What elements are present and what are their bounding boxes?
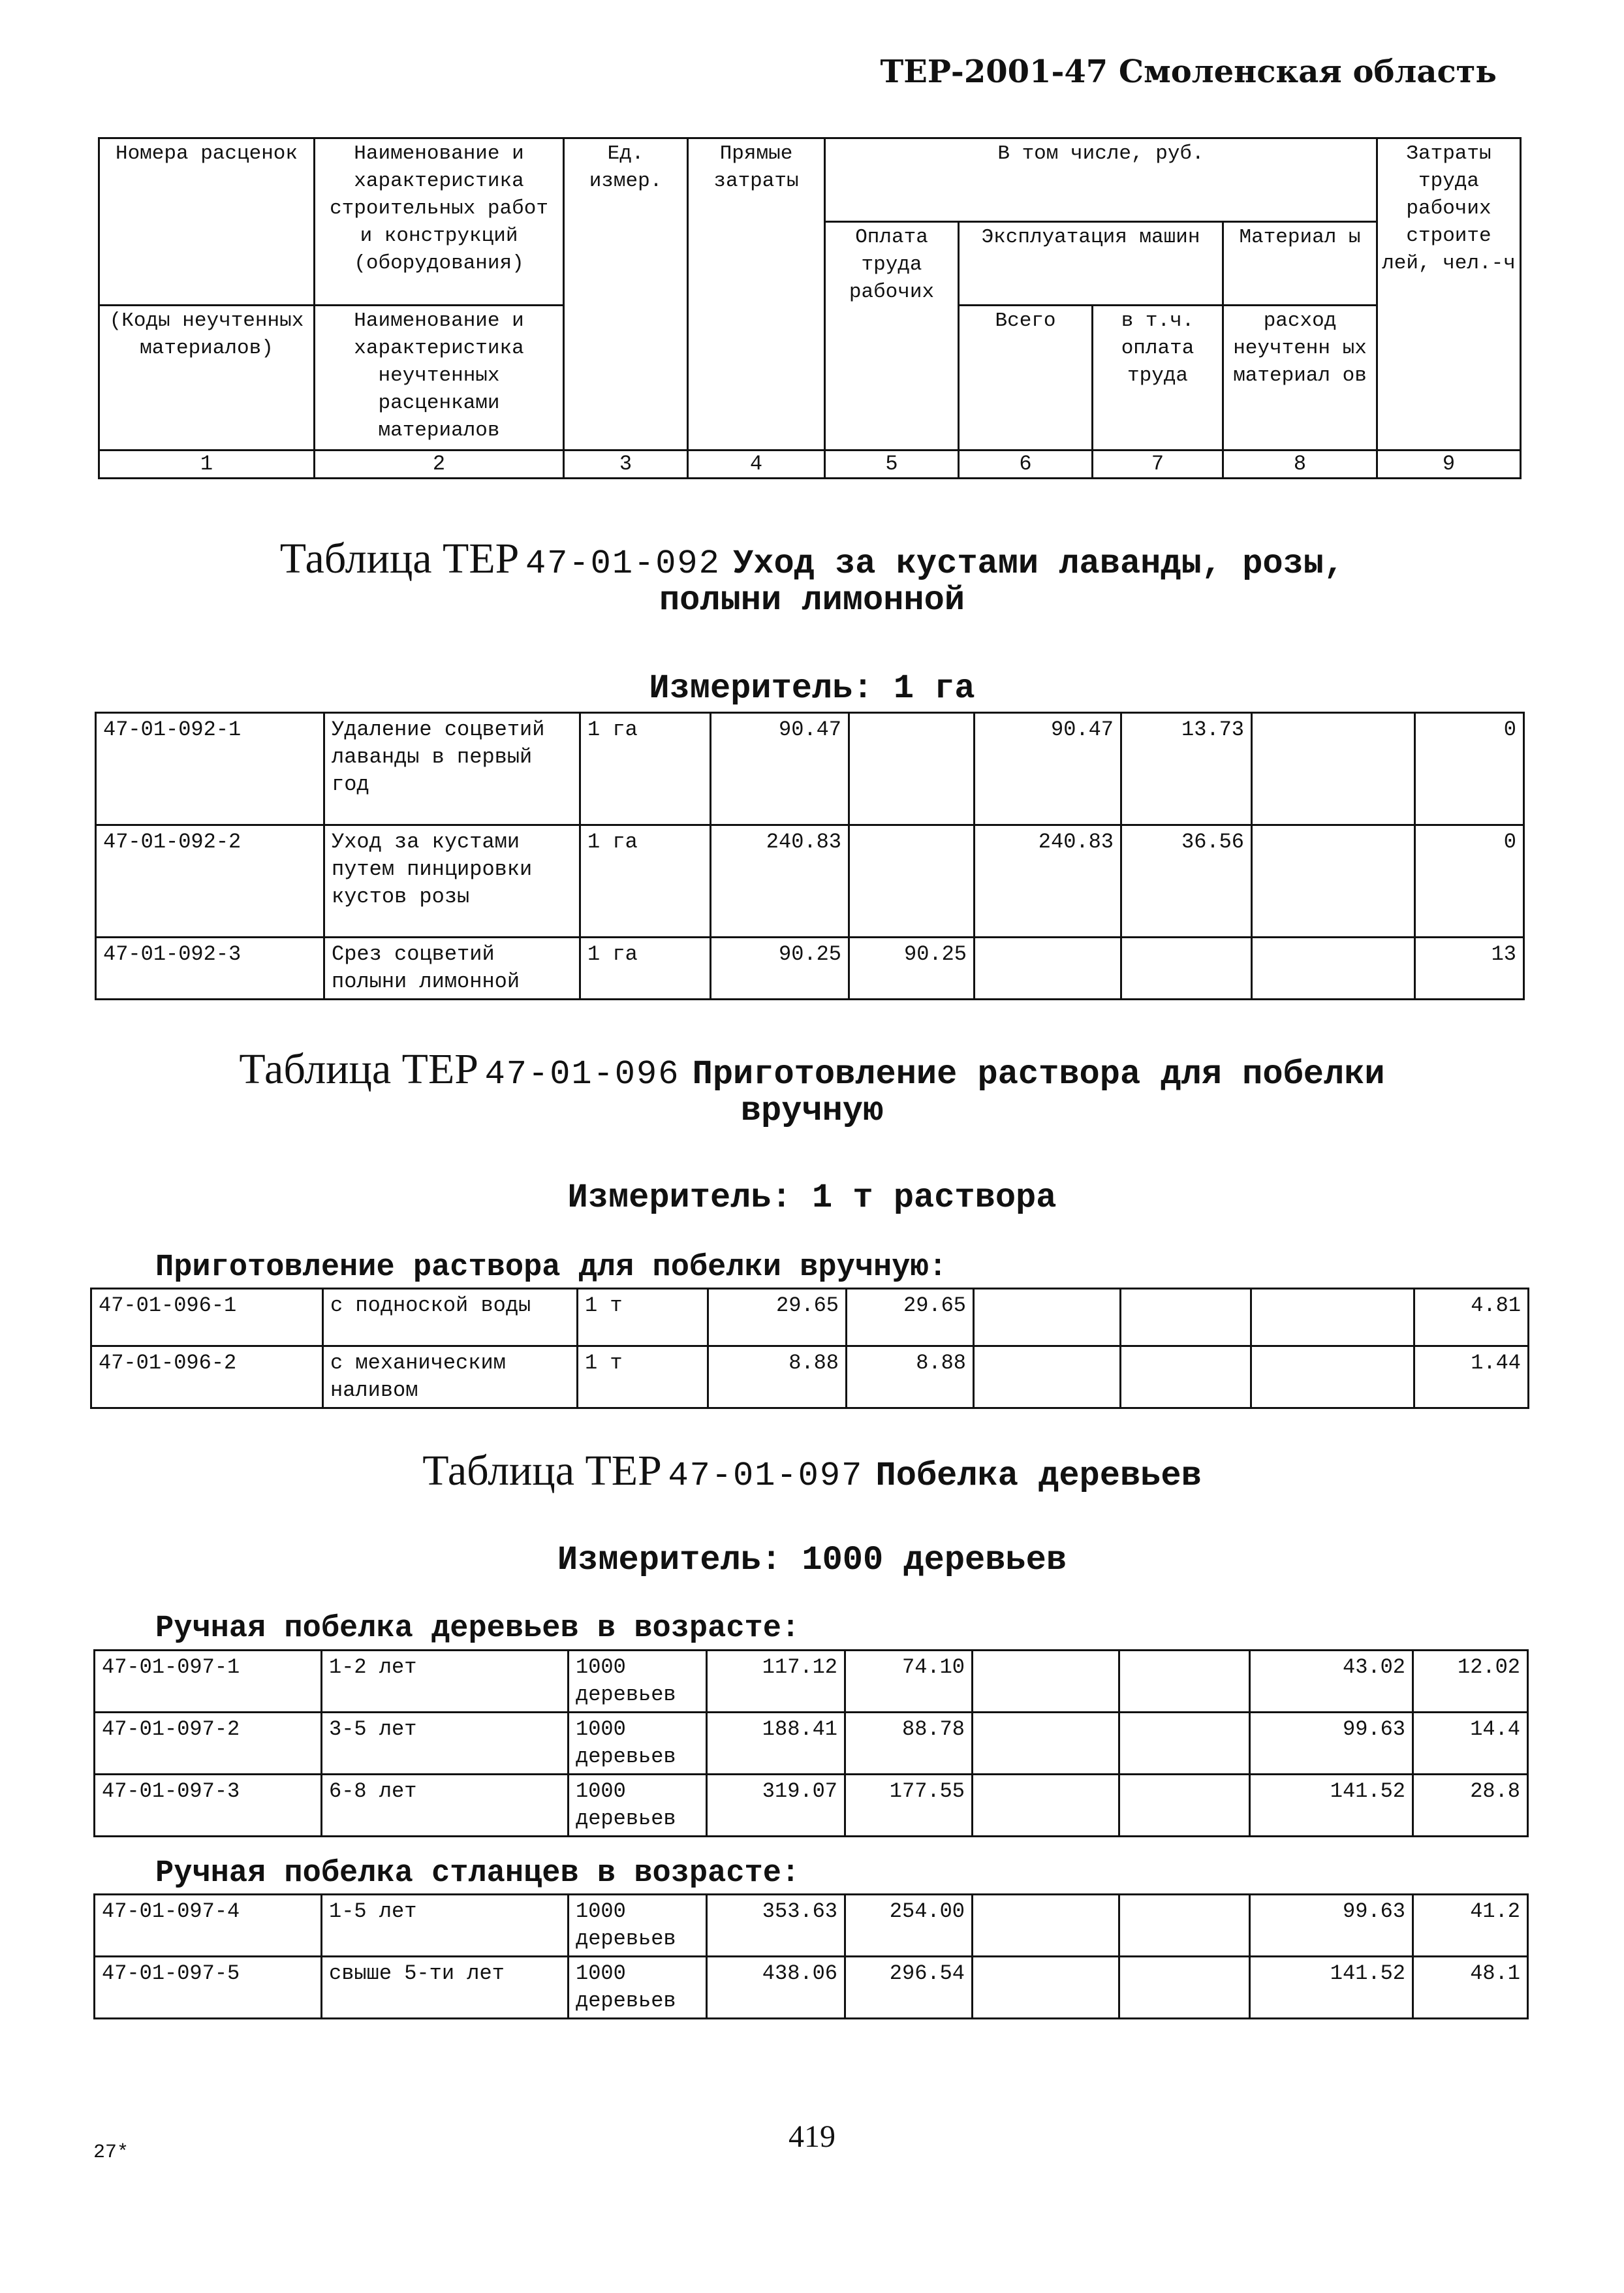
direct-cost: 240.83 [711, 825, 849, 938]
machine-labor [1121, 1346, 1251, 1408]
labor-hours: 13 [1415, 938, 1524, 1000]
machine-cost: 90.47 [975, 713, 1121, 825]
work-name: 1-5 лет [322, 1895, 569, 1957]
hdr-material-codes: (Коды неучтенных материалов) [99, 306, 315, 451]
material-cost [1251, 1289, 1414, 1346]
table-row [91, 1346, 1529, 1408]
machine-labor [1119, 1651, 1250, 1713]
hdr-material-names: Наименование и характеристика неучтенных расценками материалов [315, 306, 564, 451]
machine-cost: 240.83 [975, 825, 1121, 938]
direct-cost: 353.63 [707, 1895, 845, 1957]
labor-hours: 41.2 [1413, 1895, 1528, 1957]
hdr-materials: Материал ы [1223, 222, 1377, 306]
unit: 1 га [580, 938, 711, 1000]
hdr-work-name: Наименование и характеристика строительных работ и конструкций (оборудования) [315, 138, 564, 306]
machine-cost [975, 938, 1121, 1000]
labor-pay [849, 825, 975, 938]
unit: 1000 деревьев [569, 1957, 707, 2019]
machine-cost [974, 1289, 1121, 1346]
labor-hours: 4.81 [1414, 1289, 1529, 1346]
work-name: 6-8 лет [322, 1775, 569, 1837]
unit: 1 га [580, 825, 711, 938]
labor-hours: 12.02 [1413, 1651, 1528, 1713]
table-row [91, 1289, 1529, 1346]
rate-code: 47-01-097-5 [95, 1957, 322, 2019]
table-row [96, 825, 1524, 938]
hdr-labor-hours: Затраты труда рабочих строите лей, чел.-ч [1377, 138, 1521, 451]
work-name: 1-2 лет [322, 1651, 569, 1713]
section-code: 47-01-096 [484, 1055, 680, 1094]
rate-code: 47-01-092-2 [96, 825, 324, 938]
section-name-line2: вручную [740, 1092, 884, 1130]
unit: 1000 деревьев [569, 1775, 707, 1837]
labor-pay: 8.88 [847, 1346, 974, 1408]
col-number: 7 [1093, 451, 1223, 479]
measure-unit: Измеритель: 1000 деревьев [557, 1541, 1067, 1579]
section-title-line2 [0, 581, 1624, 620]
section-name: Уход за кустами лаванды, розы, [733, 545, 1345, 583]
hdr-rate-numbers: Номера расценок [99, 138, 315, 306]
unit: 1 т [578, 1289, 708, 1346]
machine-labor [1119, 1957, 1250, 2019]
material-cost: 141.52 [1250, 1775, 1413, 1837]
machine-labor [1119, 1775, 1250, 1837]
hdr-machine-total: Всего [959, 306, 1093, 451]
material-cost [1252, 713, 1415, 825]
hdr-including: В том числе, руб. [825, 138, 1377, 222]
labor-hours: 0 [1415, 825, 1524, 938]
rate-code: 47-01-092-3 [96, 938, 324, 1000]
section-title [0, 1446, 1624, 1496]
labor-hours: 0 [1415, 713, 1524, 825]
direct-cost: 29.65 [708, 1289, 847, 1346]
section-title [0, 534, 1624, 584]
rate-code: 47-01-097-3 [95, 1775, 322, 1837]
work-name: Уход за кустами путем пинцировки кустов розы [324, 825, 580, 938]
table-row [96, 713, 1524, 825]
direct-cost: 319.07 [707, 1775, 845, 1837]
hdr-machine-operation: Эксплуатация машин [959, 222, 1223, 306]
hdr-material-consumption: расход неучтенн ых материал ов [1223, 306, 1377, 451]
material-cost [1252, 938, 1415, 1000]
work-name: 3-5 лет [322, 1713, 569, 1775]
labor-hours: 28.8 [1413, 1775, 1528, 1837]
table-row [96, 938, 1524, 1000]
section-name-line2: полыни лимонной [659, 581, 965, 620]
col-number: 3 [564, 451, 688, 479]
machine-labor [1119, 1895, 1250, 1957]
subsection-heading: Ручная побелка деревьев в возрасте: [155, 1611, 800, 1646]
rates-table-096 [90, 1288, 1529, 1409]
work-name: Удаление соцветий лаванды в первый год [324, 713, 580, 825]
hdr-unit: Ед. измер. [564, 138, 688, 451]
col-number: 2 [315, 451, 564, 479]
rate-code: 47-01-097-2 [95, 1713, 322, 1775]
rates-table-097b [93, 1893, 1529, 2019]
machine-labor [1119, 1713, 1250, 1775]
section-label: Таблица ТЕР [279, 535, 520, 582]
direct-cost: 438.06 [707, 1957, 845, 2019]
machine-cost [974, 1346, 1121, 1408]
rates-table-097a [93, 1649, 1529, 1837]
section-label: Таблица ТЕР [422, 1447, 662, 1494]
material-cost: 99.63 [1250, 1895, 1413, 1957]
table-row [95, 1651, 1528, 1713]
machine-cost [973, 1713, 1119, 1775]
col-number: 9 [1377, 451, 1521, 479]
rates-table-092 [95, 712, 1525, 1000]
page-number: 419 [789, 2119, 835, 2154]
table-row [95, 1713, 1528, 1775]
direct-cost: 90.47 [711, 713, 849, 825]
labor-pay: 254.00 [845, 1895, 973, 1957]
table-row [95, 1895, 1528, 1957]
table-row [95, 1775, 1528, 1837]
section-title-line2 [0, 1092, 1624, 1130]
hdr-machine-labor: в т.ч. оплата труда [1093, 306, 1223, 451]
direct-cost: 117.12 [707, 1651, 845, 1713]
unit: 1 т [578, 1346, 708, 1408]
labor-hours: 1.44 [1414, 1346, 1529, 1408]
unit: 1000 деревьев [569, 1713, 707, 1775]
machine-labor: 36.56 [1121, 825, 1252, 938]
page-header-title: ТЕР-2001-47 Смоленская область [880, 54, 1497, 90]
labor-pay: 74.10 [845, 1651, 973, 1713]
measure-unit: Измеритель: 1 га [649, 669, 975, 708]
labor-pay: 29.65 [847, 1289, 974, 1346]
material-cost: 141.52 [1250, 1957, 1413, 2019]
unit: 1 га [580, 713, 711, 825]
unit: 1000 деревьев [569, 1895, 707, 1957]
machine-cost [973, 1651, 1119, 1713]
section-code: 47-01-097 [668, 1457, 864, 1495]
col-number: 4 [688, 451, 825, 479]
material-cost [1251, 1346, 1414, 1408]
direct-cost: 90.25 [711, 938, 849, 1000]
machine-cost [973, 1957, 1119, 2019]
direct-cost: 8.88 [708, 1346, 847, 1408]
machine-labor [1121, 938, 1252, 1000]
col-number: 8 [1223, 451, 1377, 479]
rate-code: 47-01-096-2 [91, 1346, 323, 1408]
section-label: Таблица ТЕР [239, 1045, 478, 1093]
machine-labor: 13.73 [1121, 713, 1252, 825]
hdr-direct-costs: Прямые затраты [688, 138, 825, 451]
section-name: Побелка деревьев [875, 1457, 1202, 1495]
col-number: 1 [99, 451, 315, 479]
unit: 1000 деревьев [569, 1651, 707, 1713]
col-number: 6 [959, 451, 1093, 479]
rate-code: 47-01-097-4 [95, 1895, 322, 1957]
rate-code: 47-01-096-1 [91, 1289, 323, 1346]
material-cost: 43.02 [1250, 1651, 1413, 1713]
material-cost: 99.63 [1250, 1713, 1413, 1775]
work-name: с механическим наливом [323, 1346, 578, 1408]
work-name: Срез соцветий полыни лимонной [324, 938, 580, 1000]
rate-code: 47-01-092-1 [96, 713, 324, 825]
column-header-table [98, 137, 1522, 479]
direct-cost: 188.41 [707, 1713, 845, 1775]
machine-cost [973, 1895, 1119, 1957]
section-code: 47-01-092 [525, 545, 721, 583]
labor-pay: 177.55 [845, 1775, 973, 1837]
material-cost [1252, 825, 1415, 938]
work-name: с подноской воды [323, 1289, 578, 1346]
section-name: Приготовление раствора для побелки [692, 1055, 1385, 1094]
hdr-labor-pay: Оплата труда рабочих [825, 222, 959, 451]
section-title [0, 1045, 1624, 1094]
machine-cost [973, 1775, 1119, 1837]
subsection-heading: Ручная побелка стланцев в возрасте: [155, 1856, 800, 1891]
work-name: свыше 5-ти лет [322, 1957, 569, 2019]
footer-mark: 27* [93, 2142, 129, 2164]
labor-pay: 90.25 [849, 938, 975, 1000]
rate-code: 47-01-097-1 [95, 1651, 322, 1713]
labor-pay: 88.78 [845, 1713, 973, 1775]
measure-unit: Измеритель: 1 т раствора [567, 1178, 1057, 1217]
col-number: 5 [825, 451, 959, 479]
labor-pay [849, 713, 975, 825]
machine-labor [1121, 1289, 1251, 1346]
labor-hours: 14.4 [1413, 1713, 1528, 1775]
labor-pay: 296.54 [845, 1957, 973, 2019]
subsection-heading: Приготовление раствора для побелки вручную: [155, 1250, 947, 1285]
table-row [95, 1957, 1528, 2019]
labor-hours: 48.1 [1413, 1957, 1528, 2019]
